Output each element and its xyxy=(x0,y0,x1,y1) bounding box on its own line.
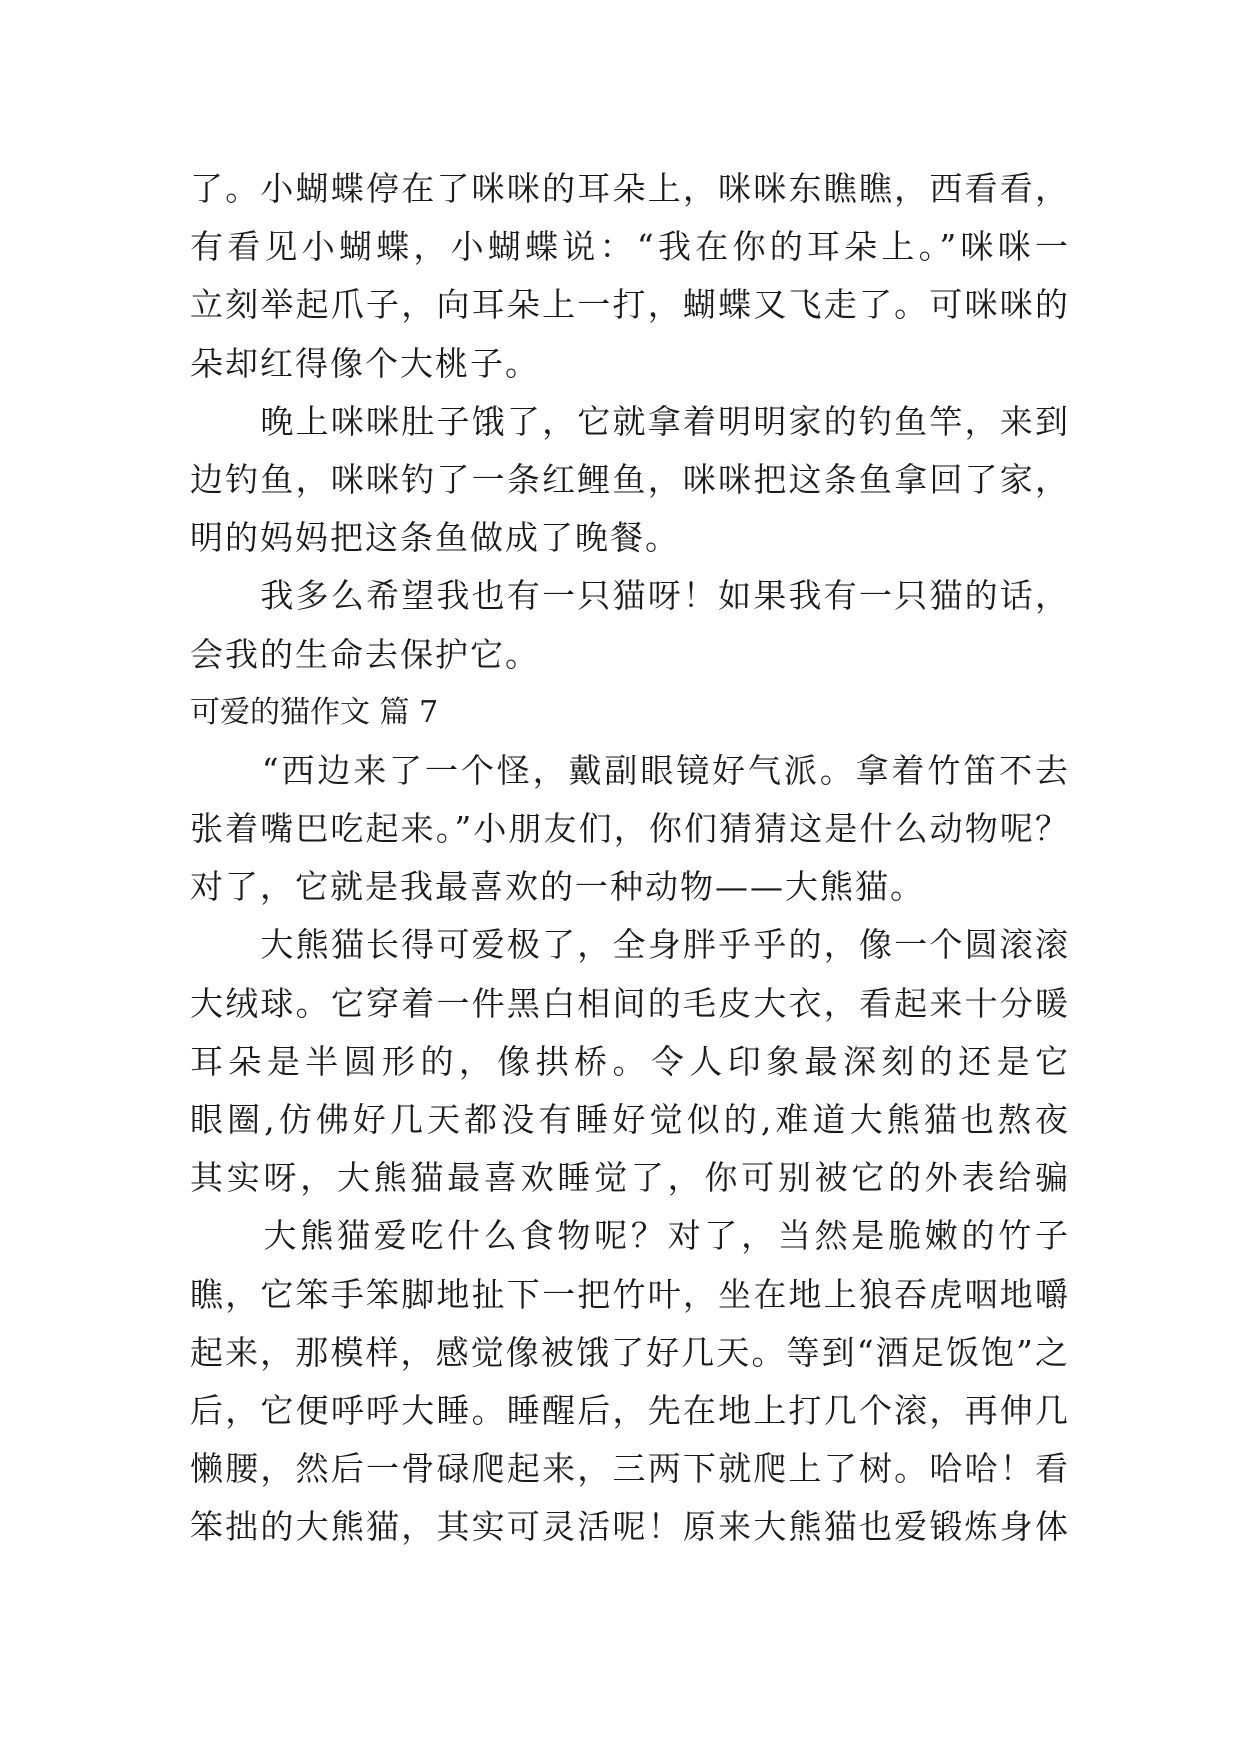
text-line: 边钓鱼，咪咪钓了一条红鲤鱼，咪咪把这条鱼拿回了家， xyxy=(190,459,1070,499)
text-line: 朵却红得像个大桃子。 xyxy=(190,343,540,383)
text-line: 立刻举起爪子，向耳朵上一打，蝴蝶又飞走了。可咪咪的 xyxy=(190,285,1070,325)
text-line: 有看见小蝴蝶，小蝴蝶说：“我在你的耳朵上。”咪咪一 xyxy=(190,227,1070,267)
text-line: 起来，那模样，感觉像被饿了好几天。等到“酒足饭饱”之 xyxy=(190,1332,1070,1372)
text-line: 大熊猫爱吃什么食物呢？对了，当然是脆嫩的竹子 xyxy=(263,1216,1070,1256)
text-line: 眼圈,仿佛好几天都没有睡好觉似的,难道大熊猫也熬夜 xyxy=(190,1100,1070,1139)
text-line: 懒腰，然后一骨碌爬起来，三两下就爬上了树。哈哈！看 xyxy=(190,1449,1070,1489)
text-line: 对了，它就是我最喜欢的一种动物——大熊猫。 xyxy=(190,867,925,907)
text-line: 张着嘴巴吃起来。”小朋友们，你们猜猜这是什么动物呢？ xyxy=(190,809,1070,849)
text-line: 会我的生命去保护它。 xyxy=(190,634,540,674)
text-line: 后，它便呼呼大睡。睡醒后，先在地上打几个滚，再伸几 xyxy=(190,1390,1070,1430)
text-line: 晚上咪咪肚子饿了，它就拿着明明家的钓鱼竿，来到 xyxy=(260,401,1070,441)
text-line: 我多么希望我也有一只猫呀！如果我有一只猫的话， xyxy=(260,576,1070,616)
text-line: 笨拙的大熊猫，其实可灵活呢！原来大熊猫也爱锻炼身体 xyxy=(190,1507,1070,1547)
text-line: 瞧，它笨手笨脚地扯下一把竹叶，坐在地上狼吞虎咽地嚼 xyxy=(190,1274,1070,1314)
text-line: 了。小蝴蝶停在了咪咪的耳朵上，咪咪东瞧瞧，西看看， xyxy=(190,169,1070,208)
text-line: 大熊猫长得可爱极了，全身胖乎乎的，像一个圆滚滚 xyxy=(260,925,1070,965)
section-heading: 可爱的猫作文 篇 7 xyxy=(190,694,439,730)
article-body xyxy=(190,160,1070,1557)
text-line: 大绒球。它穿着一件黑白相间的毛皮大衣，看起来十分暖 xyxy=(190,983,1070,1023)
text-line: 耳朵是半圆形的，像拱桥。令人印象最深刻的还是它 xyxy=(190,1041,1070,1081)
text-line: 明的妈妈把这条鱼做成了晚餐。 xyxy=(190,518,680,558)
text-line: 其实呀，大熊猫最喜欢睡觉了，你可别被它的外表给骗 xyxy=(190,1158,1070,1198)
text-line: “西边来了一个怪，戴副眼镜好气派。拿着竹笛不去 xyxy=(261,750,1070,790)
